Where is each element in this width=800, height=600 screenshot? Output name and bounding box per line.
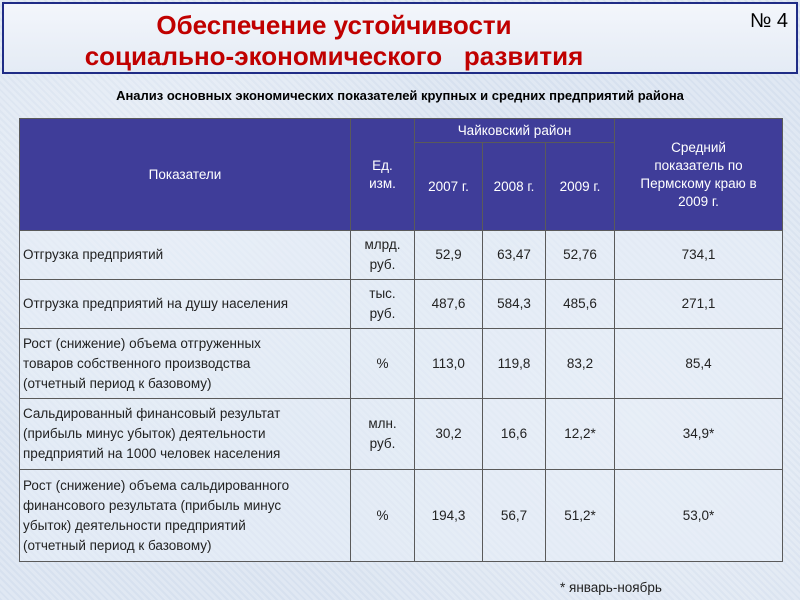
- value-region-average: 734,1: [615, 231, 783, 280]
- value-2007: 113,0: [415, 329, 483, 399]
- value-2007: 194,3: [415, 470, 483, 562]
- value-2008: 63,47: [483, 231, 546, 280]
- title-box: [2, 2, 798, 74]
- indicator-cell: [20, 470, 351, 562]
- value-2009: 83,2: [546, 329, 615, 399]
- unit-line: руб.: [369, 257, 396, 272]
- value-region-average: 85,4: [615, 329, 783, 399]
- value-2008: 584,3: [483, 280, 546, 329]
- unit-cell: [351, 329, 415, 399]
- indicator-line: Рост (снижение) объема отгруженных: [23, 335, 261, 351]
- indicator-line: Отгрузка предприятий на душу населения: [23, 296, 289, 311]
- value-2008: 16,6: [483, 399, 546, 470]
- header-district-group: Чайковский район: [415, 119, 615, 143]
- page-title: [4, 10, 664, 72]
- unit-line: %: [376, 355, 389, 371]
- header-unit-line-2: изм.: [369, 175, 396, 191]
- header-avg-line-2: показатель по: [654, 157, 743, 173]
- value-2009: 12,2*: [546, 399, 615, 470]
- header-indicator: Показатели: [20, 119, 351, 231]
- header-avg-line-1: Средний: [671, 139, 726, 155]
- value-2008: 119,8: [483, 329, 546, 399]
- indicator-line: Отгрузка предприятий: [23, 247, 164, 262]
- footnote: * январь-ноябрь: [560, 580, 662, 595]
- indicator-line: предприятий на 1000 человек населения: [23, 446, 281, 461]
- header-region-average: [615, 119, 783, 231]
- indicator-line: (прибыль минус убыток) деятельности: [23, 426, 266, 441]
- unit-line: млн.: [368, 416, 397, 431]
- value-2007: 487,6: [415, 280, 483, 329]
- unit-line: %: [376, 507, 389, 523]
- value-2008: 56,7: [483, 470, 546, 562]
- table-row: [20, 231, 783, 280]
- header-year-2007: 2007 г.: [415, 143, 483, 231]
- indicator-cell: [20, 231, 351, 280]
- title-line-1: Обеспечение устойчивости: [156, 10, 512, 40]
- value-region-average: 53,0*: [615, 470, 783, 562]
- value-2009: 485,6: [546, 280, 615, 329]
- header-avg-line-3: Пермскому краю в: [640, 175, 757, 191]
- indicator-line: финансового результата (прибыль минус: [23, 497, 282, 513]
- header-year-2009: 2009 г.: [546, 143, 615, 231]
- value-region-average: 271,1: [615, 280, 783, 329]
- indicator-cell: [20, 280, 351, 329]
- indicator-line: Сальдированный финансовый результат: [23, 406, 281, 421]
- indicator-line: (отчетный период к базовому): [23, 537, 212, 553]
- unit-cell: [351, 231, 415, 280]
- value-2007: 52,9: [415, 231, 483, 280]
- header-unit: [351, 119, 415, 231]
- unit-cell: [351, 399, 415, 470]
- indicator-cell: [20, 329, 351, 399]
- table-row: [20, 470, 783, 562]
- table-row: [20, 280, 783, 329]
- indicator-line: Рост (снижение) объема сальдированного: [23, 477, 290, 493]
- table-row: [20, 329, 783, 399]
- indicator-cell: [20, 399, 351, 470]
- header-unit-line-1: Ед.: [372, 157, 393, 173]
- table-caption: Анализ основных экономических показателей крупных и средних предприятий района: [116, 88, 684, 103]
- title-line-2: социально-экономического развития: [84, 41, 584, 71]
- unit-line: млрд.: [364, 237, 401, 252]
- header-avg-line-4: 2009 г.: [678, 193, 719, 209]
- unit-line: руб.: [369, 436, 396, 451]
- indicators-table: [19, 118, 783, 562]
- value-region-average: 34,9*: [615, 399, 783, 470]
- value-2007: 30,2: [415, 399, 483, 470]
- unit-line: руб.: [369, 306, 396, 321]
- header-year-2008: 2008 г.: [483, 143, 546, 231]
- value-2009: 51,2*: [546, 470, 615, 562]
- slide-number: № 4: [749, 10, 788, 32]
- indicator-line: убыток) деятельности предприятий: [23, 517, 246, 533]
- indicator-line: товаров собственного производства: [23, 355, 251, 371]
- indicator-line: (отчетный период к базовому): [23, 375, 212, 391]
- unit-line: тыс.: [369, 286, 396, 301]
- table-row: [20, 399, 783, 470]
- unit-cell: [351, 280, 415, 329]
- value-2009: 52,76: [546, 231, 615, 280]
- unit-cell: [351, 470, 415, 562]
